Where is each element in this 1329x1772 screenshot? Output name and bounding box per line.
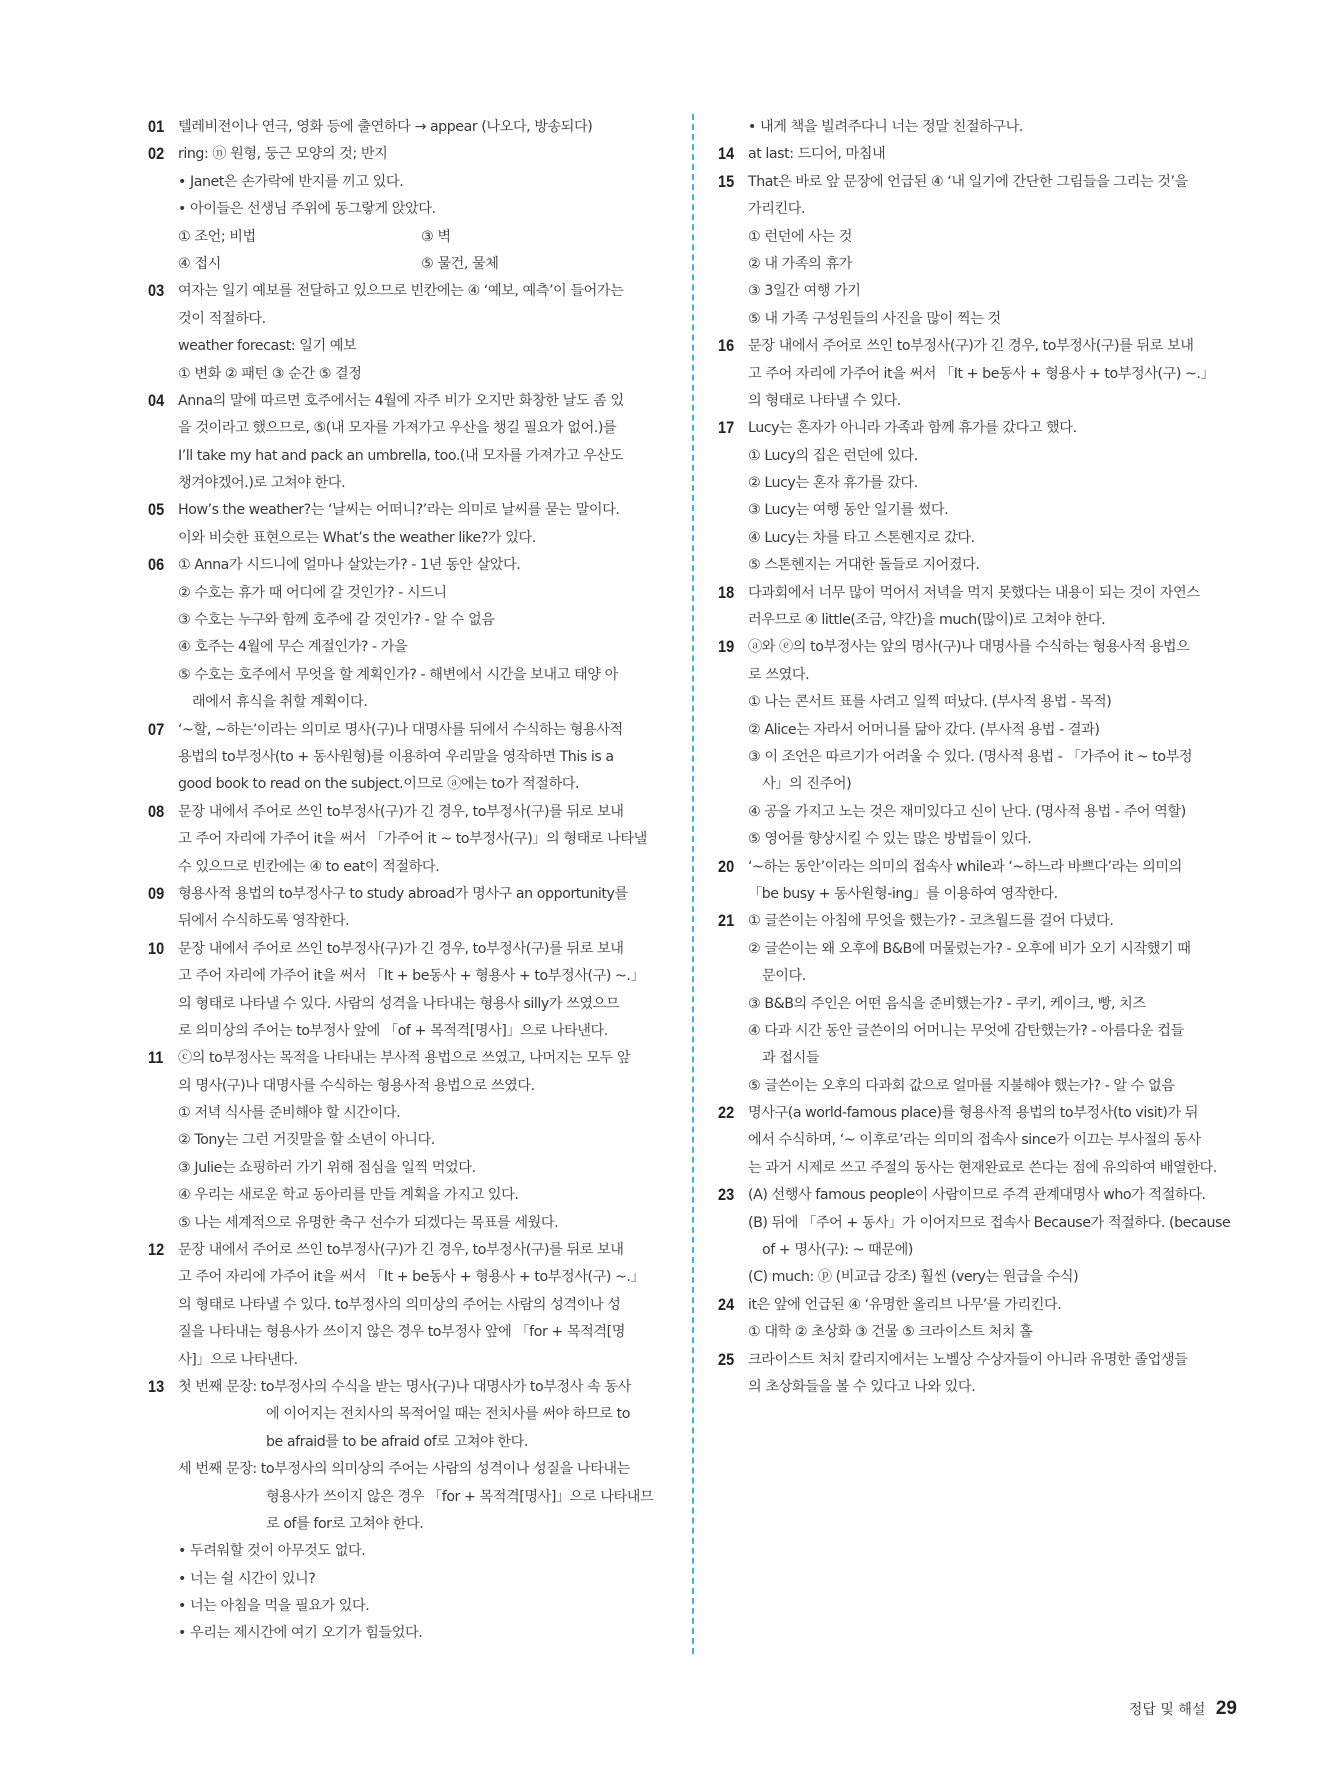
answer-text: ‘~하는 동안’이라는 의미의 접속사 while과 ‘~하느라 바쁘다’라는 의미의 [748,858,1182,875]
answer-text: 문장 내에서 주어로 쓰인 to부정사(구)가 긴 경우, to부정사(구)를 뒤로 보내 [748,338,1194,355]
answer-item-start [718,1292,1238,1319]
answer-item-start [718,141,1238,168]
answer-text: Lucy는 혼자가 아니라 가족과 함께 휴가를 갔다고 했다. [748,420,1077,437]
answer-text: 명사구(a world-famous place)를 형용사적 용법의 to부정사(to visit)가 뒤 [748,1105,1199,1122]
answer-line [148,196,666,223]
question-number: 08 [148,802,165,821]
answer-line [718,607,1238,634]
answer-text: ② Lucy는 혼자 휴가를 갔다. [748,475,918,492]
answer-line [148,1292,666,1319]
answer-line [148,1620,666,1647]
answer-text: • 두려워할 것이 아무것도 없다. [178,1543,366,1560]
answer-text: 문이다. [762,968,806,985]
answer-line [718,224,1238,251]
answer-text: ③ 수호는 누구와 함께 호주에 갈 것인가? - 알 수 없음 [178,612,495,629]
answer-line [148,1511,666,1538]
question-number: 10 [148,939,165,958]
answer-text: 사」의 진주어) [762,776,852,793]
answer-line [148,333,666,360]
question-number: 19 [718,638,735,657]
answer-line [148,224,666,251]
answer-text: • 아이들은 선생님 주위에 동그랗게 앉았다. [178,201,436,218]
answer-line [718,662,1238,689]
question-number: 12 [148,1241,165,1260]
answer-line [718,525,1238,552]
answer-text: ② Tony는 그런 거짓말을 할 소년이 아니다. [178,1132,435,1149]
answer-line [718,306,1238,333]
answer-text: 의 형태로 나타낼 수 있다. 사람의 성격을 나타내는 형용사 silly가 쓰였으므 [178,995,620,1012]
answer-text: ① 런던에 사는 것 [748,228,852,245]
answer-item-start [148,936,666,963]
answer-line [148,1155,666,1182]
answer-text: it은 앞에 언급된 ④ ‘유명한 올리브 나무’를 가리킨다. [748,1296,1062,1313]
answer-text: 형용사적 용법의 to부정사구 to study abroad가 명사구 an opportunity를 [178,885,628,902]
answer-text: 것이 적절하다. [178,310,266,327]
choice-option: ③ 벽 [421,228,451,245]
answer-column-right [718,114,1238,1401]
answer-text: How’s the weather?는 ‘날씨는 어떠니?’라는 의미로 날씨를 묻는 말이다. [178,502,620,519]
answer-line [718,196,1238,223]
answer-text: ⑤ 영어를 향상시킬 수 있는 많은 방법들이 있다. [748,831,1032,848]
answer-text: 사]」으로 나타낸다. [178,1351,298,1368]
answer-text: ⑤ 내 가족 구성원들의 사진을 많이 찍는 것 [748,310,1001,327]
page-number: 29 [1215,1698,1237,1719]
answer-text: 문장 내에서 주어로 쓰인 to부정사(구)가 긴 경우, to부정사(구)를 뒤로 보내 [178,1242,624,1259]
answer-text: 형용사가 쓰이지 않은 경우 「for + 목적격[명사]」으로 나타내므 [266,1488,654,1505]
answer-line [148,1347,666,1374]
answer-item-start [718,169,1238,196]
answer-item-start [718,1347,1238,1374]
question-number: 22 [718,1104,735,1123]
answer-item-start [718,580,1238,607]
answer-text: 고 주어 자리에 가주어 it을 써서 「It + be동사 + 형용사 + to부정사(구) ~.」 [178,968,645,985]
answer-line [148,689,666,716]
answer-text: ③ B&B의 주인은 어떤 음식을 준비했는가? - 쿠키, 케이크, 빵, 치즈 [748,995,1146,1012]
answer-text: 고 주어 자리에 가주어 it을 써서 「It + be동사 + 형용사 + to부정사(구) ~.」 [178,1269,645,1286]
answer-text: 에 이어지는 전치사의 목적어일 때는 전치사를 써야 하므로 to [266,1406,630,1423]
answer-text: ③ 3일간 여행 가기 [748,283,861,300]
answer-item-start [148,1237,666,1264]
answer-line [718,552,1238,579]
answer-text: weather forecast: 일기 예보 [178,338,357,355]
answer-item-start [148,881,666,908]
question-number: 20 [718,857,735,876]
answer-text: 문장 내에서 주어로 쓰인 to부정사(구)가 긴 경우, to부정사(구)를 뒤로 보내 [178,940,624,957]
answer-item-start [148,799,666,826]
answer-line [718,963,1238,990]
answer-item-start [148,497,666,524]
answer-line [718,1155,1238,1182]
answer-item-start [718,854,1238,881]
answer-text: 고 주어 자리에 가주어 it을 써서 「가주어 it ~ to부정사(구)」의 형태로 나타낼 [178,831,647,848]
question-number: 15 [718,172,735,191]
answer-line [718,1073,1238,1100]
answer-line [718,1018,1238,1045]
answer-line [148,662,666,689]
answer-line [148,991,666,1018]
answer-item-start [148,1045,666,1072]
answer-line [148,1538,666,1565]
answer-text: good book to read on the subject.이므로 ⓐ에는 to가 적절하다. [178,776,580,793]
answer-line [148,1100,666,1127]
answer-line [148,634,666,661]
answer-text: 의 명사(구)나 대명사를 수식하는 형용사적 용법으로 쓰였다. [178,1077,535,1094]
question-number: 04 [148,391,165,410]
question-number: 18 [718,583,735,602]
answer-line [718,361,1238,388]
answer-line [148,470,666,497]
answer-line [148,1127,666,1154]
answer-text: ③ 이 조언은 따르기가 어려울 수 있다. (명사적 용법 - 「가주어 it ~ to부정 [748,748,1193,765]
answer-item-start [718,333,1238,360]
answer-line [148,1018,666,1045]
answer-item-start [148,141,666,168]
answer-line [148,963,666,990]
answer-text: 크라이스트 처치 칼리지에서는 노벨상 수상자들이 아니라 유명한 졸업생들 [748,1351,1188,1368]
answer-line [148,607,666,634]
question-number: 23 [718,1186,735,1205]
answer-text: 다과회에서 너무 많이 먹어서 저녁을 먹지 못했다는 내용이 되는 것이 자연스 [748,584,1200,601]
answer-text: 세 번째 문장: to부정사의 의미상의 주어는 사람의 성격이나 성질을 나타내는 [178,1461,630,1478]
answer-column-left [148,114,666,1648]
answer-item-start [718,415,1238,442]
page-footer [1129,1698,1237,1720]
footer-label: 정답 및 해설 [1128,1702,1206,1718]
answer-text: ① 저녁 식사를 준비해야 할 시간이다. [178,1105,401,1122]
answer-text: 의 초상화들을 볼 수 있다고 나와 있다. [748,1378,976,1395]
question-number: 17 [718,419,735,438]
answer-line [718,278,1238,305]
answer-line [718,991,1238,1018]
answer-text: 가리킨다. [748,201,806,218]
answer-text: ⓐ와 ⓔ의 to부정사는 앞의 명사(구)나 대명사를 수식하는 형용사적 용법으 [748,639,1190,656]
answer-text: 챙겨야겠어.)로 고쳐야 한다. [178,475,346,492]
answer-text: at last: 드디어, 마침내 [748,146,886,163]
question-number: 07 [148,720,165,739]
answer-line [148,826,666,853]
answer-text: 러우므로 ④ little(조금, 약간)을 much(많이)로 고쳐야 한다. [748,612,1106,629]
answer-text: 질을 나타내는 형용사가 쓰이지 않은 경우 to부정사 앞에 「for + 목적격[명 [178,1324,625,1341]
question-number: 14 [718,145,735,164]
answer-line [718,1045,1238,1072]
answer-line [718,470,1238,497]
answer-text: ④ 우리는 새로운 학교 동아리를 만들 계획을 가지고 있다. [178,1187,519,1204]
answer-line [718,443,1238,470]
answer-text: ③ Lucy는 여행 동안 일기를 썼다. [748,502,949,519]
answer-line [718,497,1238,524]
answer-text: ① Lucy의 집은 런던에 있다. [748,447,918,464]
question-number: 16 [718,337,735,356]
choice-option: ④ 접시 [178,255,221,272]
answer-text: (C) much: ⓟ (비교급 강조) 훨씬 (very는 원급을 수식) [748,1269,1079,1286]
answer-line [148,1401,666,1428]
answer-line [148,251,666,278]
answer-text: ① 변화 ② 패턴 ③ 순간 ⑤ 결정 [178,365,362,382]
answer-line [148,854,666,881]
answer-text: 텔레비전이나 연극, 영화 등에 출연하다 → appear (나오다, 방송되다) [178,119,593,135]
answer-text: 「be busy + 동사원형-ing」를 이용하여 영작한다. [748,885,1058,902]
answer-text: ring: ⓝ 원형, 둥근 모양의 것; 반지 [178,146,388,163]
answer-line [148,1429,666,1456]
answer-text: • 너는 아침을 먹을 필요가 있다. [178,1598,370,1615]
answer-text: • 우리는 제시간에 여기 오기가 힘들었다. [178,1625,423,1642]
answer-text: 로 쓰였다. [748,666,810,683]
answer-line [148,1566,666,1593]
answer-text: (A) 선행사 famous people이 사람이므로 주격 관계대명사 who가 적절하다. [748,1187,1206,1204]
answer-text: 에서 수식하며, ‘~ 이후로’라는 의미의 접속사 since가 이끄는 부사절의 동사 [748,1132,1201,1149]
answer-line [148,1264,666,1291]
answer-text: 수 있으므로 빈칸에는 ④ to eat이 적절하다. [178,858,440,875]
answer-text: (B) 뒤에 「주어 + 동사」가 이어지므로 접속사 Because가 적절하다. (because [748,1214,1231,1231]
answer-text: That은 바로 앞 문장에 언급된 ④ ‘내 일기에 간단한 그림들을 그리는 것’을 [748,173,1188,190]
answer-line [148,1210,666,1237]
answer-text: 문장 내에서 주어로 쓰인 to부정사(구)가 긴 경우, to부정사(구)를 뒤로 보내 [178,803,624,820]
answer-line [148,1073,666,1100]
answer-text: Anna의 말에 따르면 호주에서는 4월에 자주 비가 오지만 화창한 날도 좀 있 [178,392,624,409]
answer-line [718,1237,1238,1264]
choice-option: ① 조언; 비법 [178,228,256,245]
answer-text: ② 글쓴이는 왜 오후에 B&B에 머물렀는가? - 오후에 비가 오기 시작했기 때 [748,940,1191,957]
answer-text: ② 수호는 휴가 때 어디에 갈 것인가? - 시드니 [178,584,447,601]
answer-line [148,580,666,607]
answer-line [148,443,666,470]
answer-line [718,689,1238,716]
answer-line [718,799,1238,826]
answer-item-start [718,1100,1238,1127]
answer-text: ③ Julie는 쇼핑하러 가기 위해 점심을 일찍 먹었다. [178,1159,476,1176]
answer-line [148,525,666,552]
answer-line [718,114,1238,141]
answer-text: I’ll take my hat and pack an umbrella, too.(내 모자를 가져가고 우산도 [178,447,623,464]
answer-text: 의 형태로 나타낼 수 있다. [748,392,901,409]
answer-text: 래에서 휴식을 취할 계획이다. [192,694,368,711]
answer-item-start [718,908,1238,935]
answer-line [718,1127,1238,1154]
answer-text: • 너는 쉴 시간이 있니? [178,1570,316,1587]
answer-text: 뒤에서 수식하도록 영작한다. [178,913,350,930]
answer-text: ② Alice는 자라서 어머니를 닮아 갔다. (부사적 용법 - 결과) [748,721,1100,738]
column-divider [692,114,694,1654]
answer-line [718,771,1238,798]
answer-line [148,1182,666,1209]
answer-text: ① 글쓴이는 아침에 무엇을 했는가? - 코츠월드를 걸어 다녔다. [748,913,1114,930]
question-number: 01 [148,118,165,136]
answer-line [718,251,1238,278]
answer-text: ① Anna가 시드니에 얼마나 살았는가? - 1년 동안 살았다. [178,557,521,574]
answer-line [718,744,1238,771]
answer-text: ② 내 가족의 휴가 [748,255,852,272]
answer-text: ① 나는 콘서트 표를 사려고 일찍 떠났다. (부사적 용법 - 목적) [748,694,1112,711]
answer-item-start [718,634,1238,661]
answer-item-start [148,388,666,415]
question-number: 02 [148,145,165,164]
answer-line [148,1593,666,1620]
answer-text: ⑤ 수호는 호주에서 무엇을 할 계획인가? - 해변에서 시간을 보내고 태양 아 [178,666,618,683]
answer-text: 용법의 to부정사(to + 동사원형)를 이용하여 우리말을 영작하면 This is a [178,748,614,765]
answer-line [718,826,1238,853]
answer-text: ④ 공을 가지고 노는 것은 재미있다고 신이 난다. (명사적 용법 - 주어 역할) [748,803,1186,820]
question-number: 21 [718,912,735,931]
answer-text: 고 주어 자리에 가주어 it을 써서 「It + be동사 + 형용사 + to부정사(구) ~.」 [748,365,1215,382]
answer-line [718,1374,1238,1401]
answer-text: ⓒ의 to부정사는 목적을 나타내는 부사적 용법으로 쓰였고, 나머지는 모두 앞 [178,1050,631,1067]
answer-line [148,306,666,333]
question-number: 11 [148,1049,164,1068]
answer-text: be afraid를 to be afraid of로 고쳐야 한다. [266,1433,528,1450]
answer-text: 로 의미상의 주어는 to부정사 앞에 「of + 목적격[명사]」으로 나타낸다. [178,1022,608,1039]
answer-line [148,771,666,798]
answer-text: ⑤ 스톤헨지는 거대한 돌들로 지어졌다. [748,557,980,574]
answer-text: ‘~할, ~하는’이라는 의미로 명사(구)나 대명사를 뒤에서 수식하는 형용사적 [178,721,623,738]
answer-text: of + 명사(구): ~ 때문에) [762,1242,914,1259]
answer-text: ④ 다과 시간 동안 글쓴이의 어머니는 무엇에 감탄했는가? - 아름다운 컵들 [748,1022,1184,1039]
answer-text: 첫 번째 문장: to부정사의 수식을 받는 명사(구)나 대명사가 to부정사 속 동사 [178,1378,631,1395]
answer-text: ⑤ 글쓴이는 오후의 다과회 값으로 얼마를 지불해야 했는가? - 알 수 없음 [748,1077,1175,1094]
answer-line [148,415,666,442]
answer-item-start [148,717,666,744]
answer-line [718,1319,1238,1346]
answer-text: ⑤ 나는 세계적으로 유명한 축구 선수가 되겠다는 목표를 세웠다. [178,1214,559,1231]
answer-item-start [718,1182,1238,1209]
answer-text: 여자는 일기 예보를 전달하고 있으므로 빈칸에는 ④ ‘예보, 예측’이 들어가는 [178,283,624,300]
answer-text: 의 형태로 나타낼 수 있다. to부정사의 의미상의 주어는 사람의 성격이나 성 [178,1296,621,1313]
question-number: 03 [148,282,165,301]
answer-item-start [148,552,666,579]
answer-line [148,1484,666,1511]
answer-text: • 내게 책을 빌려주다니 너는 정말 친절하구나. [748,119,1023,135]
answer-line [718,388,1238,415]
answer-text: 는 과거 시제로 쓰고 주절의 동사는 현재완료로 쓴다는 점에 유의하여 배열한다. [748,1159,1217,1176]
answer-text: 로 of를 for로 고쳐야 한다. [266,1515,424,1532]
answer-text: 이와 비슷한 표현으로는 What’s the weather like?가 있다. [178,529,536,546]
answer-line [148,908,666,935]
answer-text: • Janet은 손가락에 반지를 끼고 있다. [178,173,404,190]
answer-line [718,881,1238,908]
answer-line [148,744,666,771]
answer-line [148,361,666,388]
answer-text: ④ 호주는 4월에 무슨 계절인가? - 가을 [178,639,408,656]
answer-item-start [148,278,666,305]
question-number: 09 [148,884,165,903]
answer-text: 과 접시들 [762,1050,820,1067]
answer-text: 을 것이라고 했으므로, ⑤(내 모자를 가져가고 우산을 챙길 필요가 없어.)를 [178,420,617,437]
answer-line [148,169,666,196]
answer-text: ④ Lucy는 차를 타고 스톤헨지로 갔다. [748,529,975,546]
answer-line [718,717,1238,744]
answer-item-start [148,114,666,141]
answer-item-start [148,1374,666,1401]
answer-text: ① 대학 ② 초상화 ③ 건물 ⑤ 크라이스트 처치 홀 [748,1324,1033,1341]
answer-line [718,1264,1238,1291]
answer-line [148,1456,666,1483]
choice-option: ⑤ 물건, 물체 [421,255,499,272]
question-number: 24 [718,1295,735,1314]
question-number: 06 [148,556,165,575]
question-number: 25 [718,1350,735,1369]
answer-line [148,1319,666,1346]
question-number: 05 [148,501,165,520]
question-number: 13 [148,1377,165,1396]
answer-line [718,1210,1238,1237]
answer-line [718,936,1238,963]
